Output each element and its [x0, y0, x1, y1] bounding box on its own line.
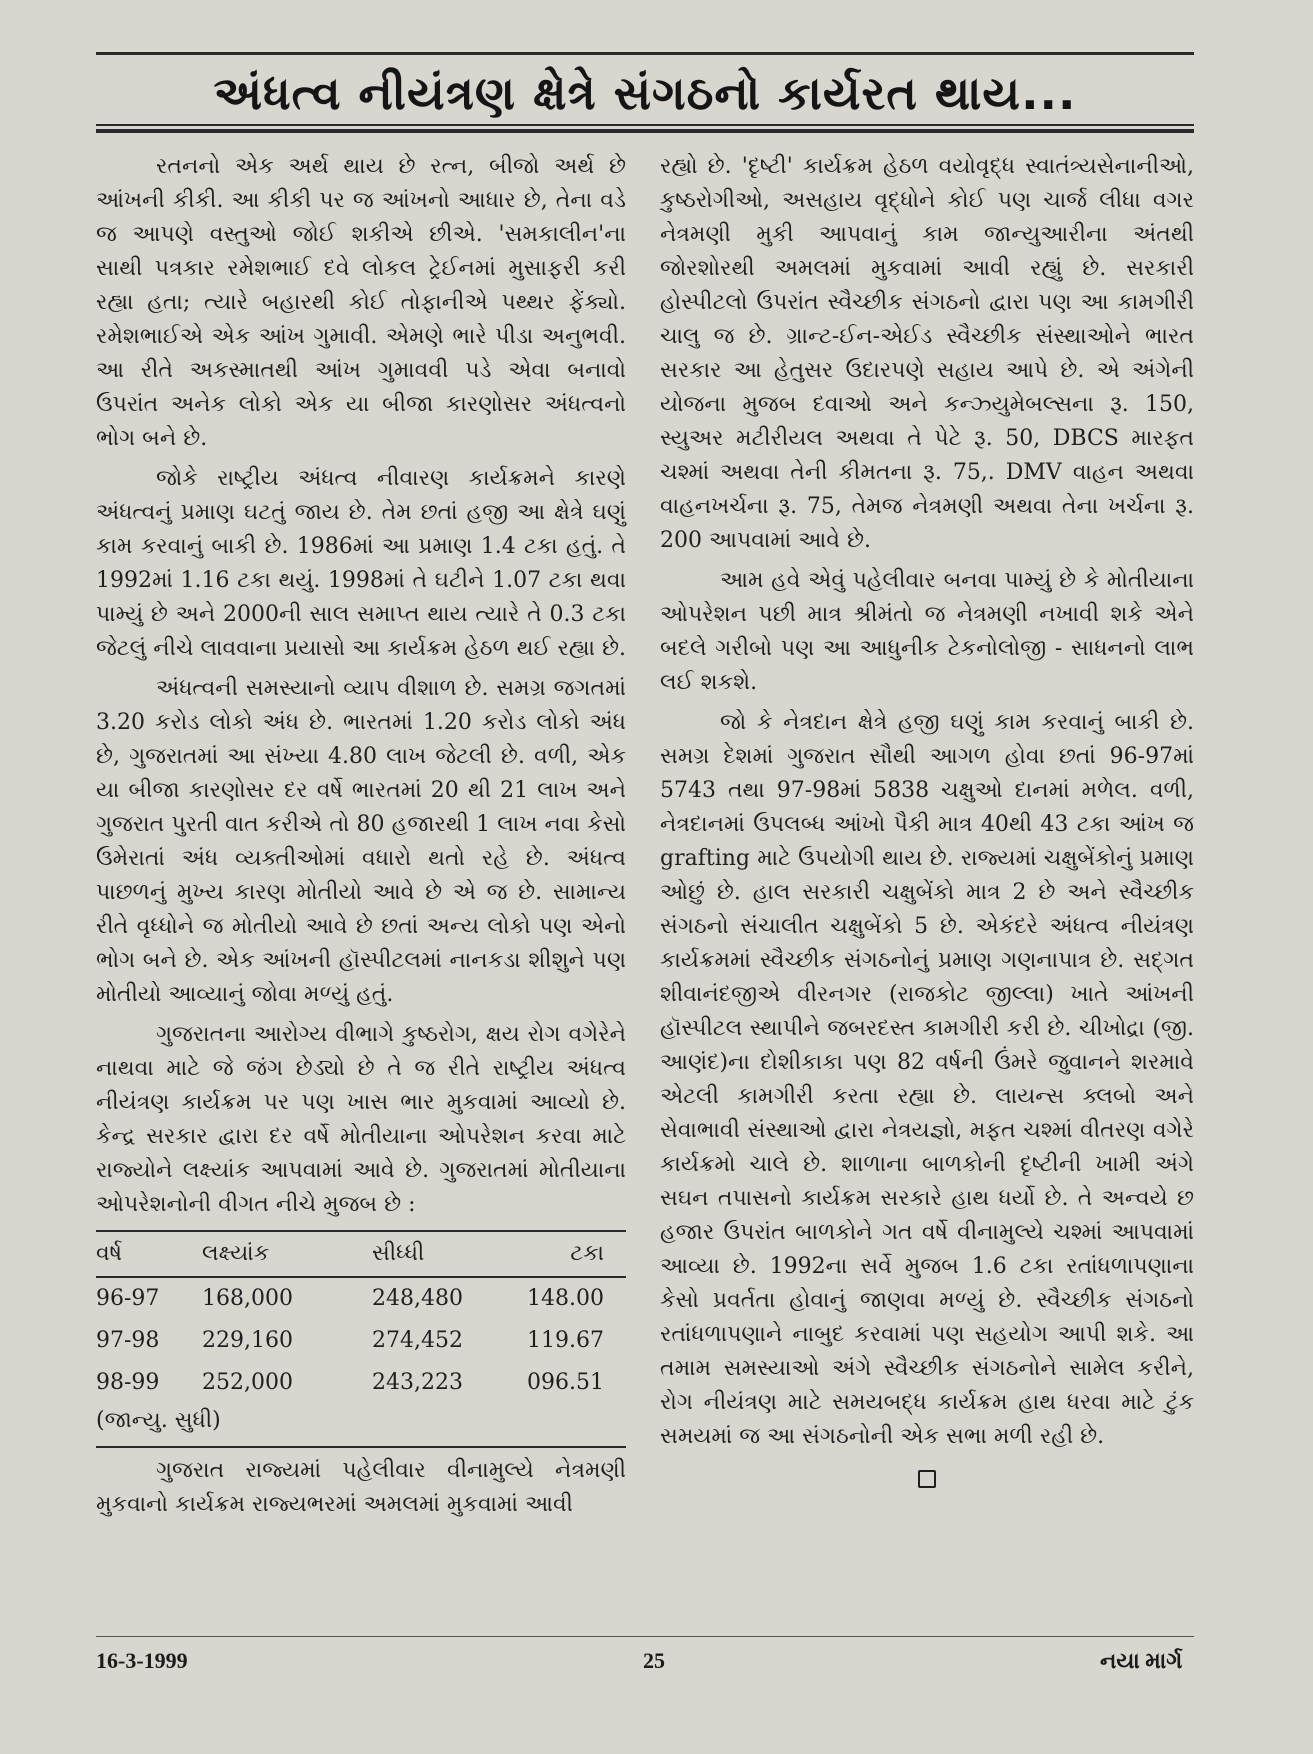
column-header-achieved: સીધ્ધી	[372, 1231, 522, 1277]
table-row	[96, 1320, 626, 1362]
title-rule-thick	[96, 129, 1194, 133]
table-row	[96, 1362, 626, 1404]
column-header-percent: ટકા	[522, 1231, 626, 1277]
table-cell: 119.67	[527, 1328, 604, 1353]
left-column	[96, 150, 626, 1528]
table-cell: 97-98	[96, 1328, 160, 1353]
paragraph: ગુજરાત રાજ્યમાં પહેલીવાર વીનામુલ્યે નેત્રમણી મુકવાનો કાર્યક્રમ રાજ્યભરમાં અમલમાં મુકવામાં આવી	[96, 1458, 626, 1517]
table-cell: 252,000	[202, 1370, 293, 1395]
title-rule-thin	[96, 124, 1194, 126]
table-cell: 096.51	[527, 1370, 604, 1395]
right-column	[660, 150, 1194, 1488]
paragraph: જોકે રાષ્ટ્રીય અંધત્વ નીવારણ કાર્યક્રમને કારણે અંધત્વનું પ્રમાણ ઘટતું જાય છે. તેમ છતાં હજી આ ક્ષેત્રે ઘણું કામ કરવાનું બાકી છે. 1986માં આ પ્રમાણ 1.4 ટકા હતું. તે 1992માં 1.16 ટકા થયું. 1998માં તે ઘટીને 1.07 ટકા થવા પામ્યું છે અને 2000ની સાલ સમાપ્ત થાય ત્યારે તે 0.3 ટકા જેટલું નીચે લાવવાના પ્રયાસો આ કાર્યક્રમ હેઠળ થઈ રહ્યા છે.	[96, 466, 626, 661]
table-row	[96, 1277, 626, 1320]
column-header-target: લક્ષ્યાંક	[202, 1231, 372, 1277]
article-title: અંધત્વ નીયંત્રણ ક્ષેત્રે સંગઠનો કાર્યરત થાય...	[213, 66, 1077, 120]
table-header-row	[96, 1231, 626, 1277]
column-header-year: વર્ષ	[96, 1231, 202, 1277]
end-of-article-icon	[918, 1470, 936, 1488]
table-cell: 248,480	[372, 1286, 463, 1311]
paragraph: રતનનો એક અર્થ થાય છે રત્ન, બીજો અર્થ છે આંખની કીકી. આ કીકી પર જ આંખનો આધાર છે, તેના વડે જ આપણે વસ્તુઓ જોઈ શકીએ છીએ. 'સમકાલીન'ના સાથી પત્રકાર રમેશભાઈ દવે લોકલ ટ્રેઈનમાં મુસાફરી કરી રહ્યા હતા; ત્યારે બહારથી કોઈ તોફાનીએ પથ્થર ફેંક્યો. રમેશભાઈએ એક આંખ ગુમાવી. એમણે ભારે પીડા અનુભવી. આ રીતે અકસ્માતથી આંખ ગુમાવવી પડે એવા બનાવો ઉપરાંત અનેક લોકો એક યા બીજા કારણોસર અંધત્વનો ભોગ બને છે.	[96, 154, 626, 451]
top-rule	[96, 52, 1194, 55]
table-cell: 98-99	[96, 1370, 160, 1395]
table-cell: 168,000	[202, 1286, 293, 1311]
issue-date: 16-3-1999	[96, 1648, 188, 1673]
table-cell: 274,452	[372, 1328, 463, 1353]
page-number: 25	[643, 1648, 665, 1673]
table-cell: 148.00	[527, 1286, 604, 1311]
paragraph: અંધત્વની સમસ્યાનો વ્યાપ વીશાળ છે. સમગ્ર જગતમાં 3.20 કરોડ લોકો અંધ છે. ભારતમાં 1.20 કરોડ લોકો અંધ છે, ગુજરાતમાં આ સંખ્યા 4.80 લાખ જેટલી છે. વળી, એક યા બીજા કારણોસર દર વર્ષે ભારતમાં 20 થી 21 લાખ અને ગુજરાત પુરતી વાત કરીએ તો 80 હજારથી 1 લાખ નવા કેસો ઉમેરાતાં અંધ વ્યક્તીઓમાં વધારો થતો રહે છે. અંધત્વ પાછળનું મુખ્ય કારણ મોતીયો આવે છે એ જ છે. સામાન્ય રીતે વૃધ્ધોને જ મોતીયો આવે છે છતાં અન્ય લોકો પણ એનો ભોગ બને છે. એક આંખની હૉસ્પીટલમાં નાનકડા શીશુને પણ મોતીયો આવ્યાનું જોવા મળ્યું હતું.	[96, 676, 626, 1007]
cataract-operations-table	[96, 1230, 626, 1404]
table-cell: 243,223	[372, 1370, 463, 1395]
table-note: (જાન્યુ. સુધી)	[96, 1408, 221, 1433]
table-cell: 96-97	[96, 1286, 160, 1311]
paragraph: આમ હવે એવું પહેલીવાર બનવા પામ્યું છે કે મોતીયાના ઓપરેશન પછી માત્ર શ્રીમંતો જ નેત્રમણી નખાવી શકે એને બદલે ગરીબો પણ આ આધુનીક ટેકનોલોજી - સાધનનો લાભ લઈ શકશે.	[660, 568, 1194, 695]
footer-rule	[96, 1636, 1194, 1637]
paragraph: ગુજરાતના આરોગ્ય વીભાગે કુષ્ઠરોગ, ક્ષય રોગ વગેરેને નાથવા માટે જે જંગ છેડ્યો છે તે જ રીતે રાષ્ટ્રીય અંધત્વ નીયંત્રણ કાર્યક્રમ પર પણ ખાસ ભાર મુકવામાં આવ્યો છે. કેન્દ્ર સરકાર દ્વારા દર વર્ષે મોતીયાના ઓપરેશન કરવા માટે રાજ્યોને લક્ષ્યાંક આપવામાં આવે છે. ગુજરાતમાં મોતીયાના ઓપરેશનોની વીગત નીચે મુજબ છે :	[96, 1022, 626, 1217]
table-cell: 229,160	[202, 1328, 293, 1353]
publication-name: નયા માર્ગ	[1100, 1648, 1183, 1673]
paragraph: જો કે નેત્રદાન ક્ષેત્રે હજી ઘણું કામ કરવાનું બાકી છે. સમગ્ર દેશમાં ગુજરાત સૌથી આગળ હોવા છતાં 96-97માં 5743 તથા 97-98માં 5838 ચક્ષુઓ દાનમાં મળેલ. વળી, નેત્રદાનમાં ઉપલબ્ધ આંખો પૈકી માત્ર 40થી 43 ટકા આંખ જ grafting માટે ઉપયોગી થાય છે. રાજ્યમાં ચક્ષુબેંકોનું પ્રમાણ ઓછું છે. હાલ સરકારી ચક્ષુબેંકો માત્ર 2 છે અને સ્વૈચ્છીક સંગઠનો સંચાલીત ચક્ષુબેંકો 5 છે. એકંદરે અંધત્વ નીયંત્રણ કાર્યક્રમમાં સ્વૈચ્છીક સંગઠનોનું પ્રમાણ ગણનાપાત્ર છે. સદ્ગત શીવાનંદજીએ વીરનગર (રાજકોટ જીલ્લા) ખાતે આંખની હૉસ્પીટલ સ્થાપીને જબરદસ્ત કામગીરી કરી છે. ચીખોદ્રા (જી. આણંદ)ના દોશીકાકા પણ 82 વર્ષની ઉંમરે જુવાનને શરમાવે એટલી કામગીરી કરતા રહ્યા છે. લાયન્સ ક્લબો અને સેવાભાવી સંસ્થાઓ દ્વારા નેત્રયજ્ઞો, મફત ચશ્માં વીતરણ વગેરે કાર્યક્રમો ચાલે છે. શાળાના બાળકોની દૃષ્ટીની ખામી અંગે સઘન તપાસનો કાર્યક્રમ સરકારે હાથ ધર્યો છે. તે અન્વયે છ હજાર ઉપરાંત બાળકોને ગત વર્ષે વીનામુલ્યે ચશ્માં આપવામાં આવ્યા છે. 1992ના સર્વે મુજબ 1.6 ટકા રતાંધળાપણાના કેસો પ્રવર્તતા હોવાનું જાણવા મળ્યું છે. સ્વૈચ્છીક સંગઠનો રતાંધળાપણાને નાબુદ કરવામાં પણ સહયોગ આપી શકે. આ તમામ સમસ્યાઓ અંગે સ્વૈચ્છીક સંગઠનોને સામેલ કરીને, રોગ નીયંત્રણ માટે સમયબદ્ધ કાર્યક્રમ હાથ ધરવા માટે ટુંક સમયમાં જ આ સંગઠનોની એક સભા મળી રહી છે.	[660, 710, 1194, 1449]
paragraph: રહ્યો છે. 'દૃષ્ટી' કાર્યક્રમ હેઠળ વયોવૃદ્ધ સ્વાતંત્ર્યસેનાનીઓ, કુષ્ઠરોગીઓ, અસહાય વૃદ્ધોને કોઈ પણ ચાર્જ લીધા વગર નેત્રમણી મુકી આપવાનું કામ જાન્યુઆરીના અંતથી જોરશોરથી અમલમાં મુકવામાં આવી રહ્યું છે. સરકારી હોસ્પીટલો ઉપરાંત સ્વૈચ્છીક સંગઠનો દ્વારા પણ આ કામગીરી ચાલુ જ છે. ગ્રાન્ટ-ઈન-એઈડ સ્વૈચ્છીક સંસ્થાઓને ભારત સરકાર આ હેતુસર ઉદારપણે સહાય આપે છે. એ અંગેની યોજના મુજબ દવાઓ અને કન્ઝ્યુમેબલ્સના રૂ. 150, સ્યુઅર મટીરીયલ અથવા તે પેટે રૂ. 50, DBCS મારફત ચશ્માં અથવા તેની કીમતના રૂ. 75,. DMV વાહન અથવા વાહનખર્ચના રૂ. 75, તેમજ નેત્રમણી અથવા તેના ખર્ચના રૂ. 200 આપવામાં આવે છે.	[660, 154, 1194, 553]
final-paragraph-block	[96, 1446, 626, 1522]
